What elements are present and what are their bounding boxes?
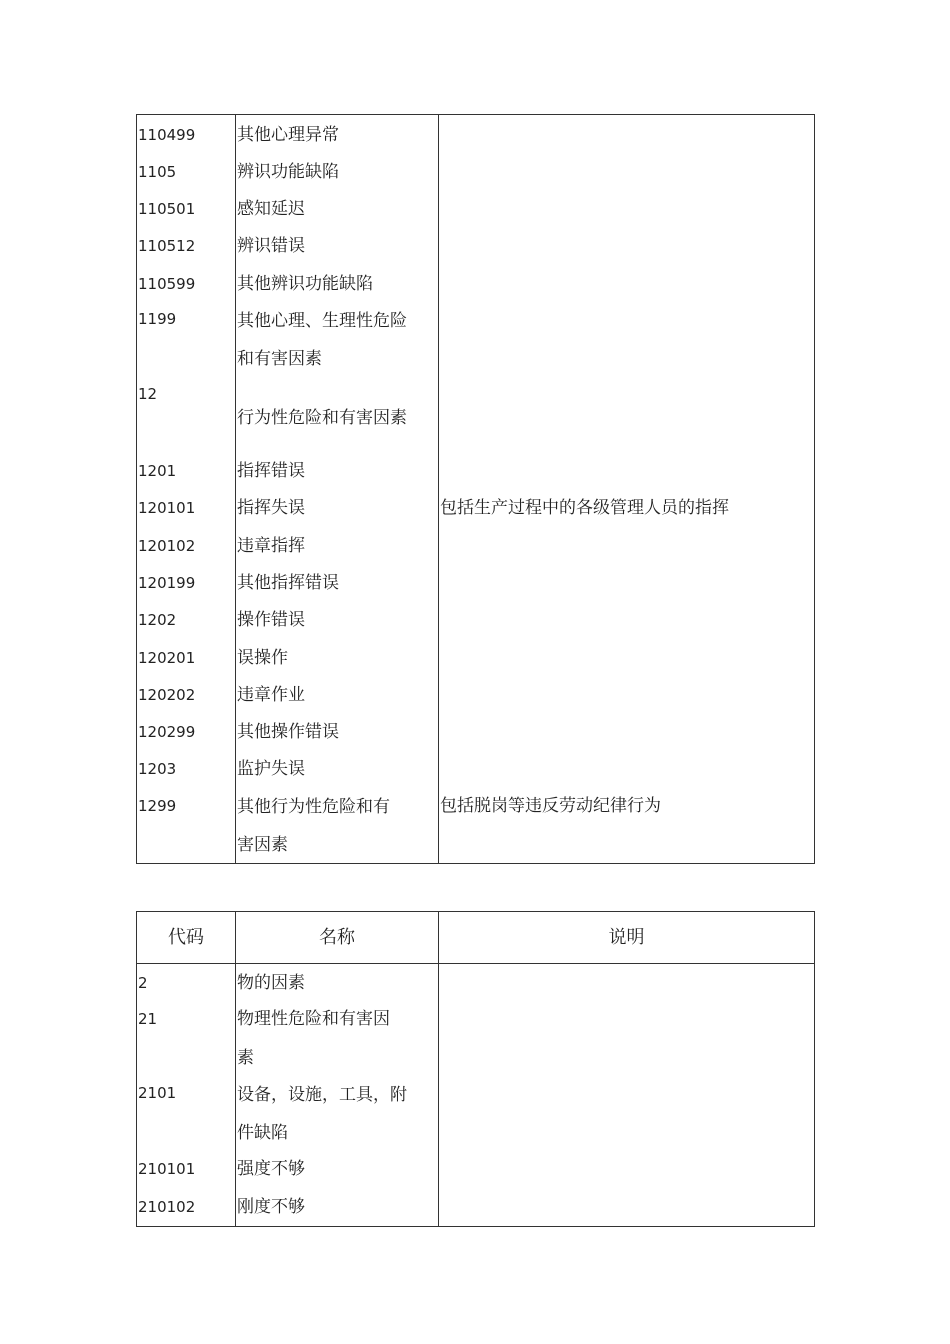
row-name: 行为性危险和有害因素 — [237, 408, 407, 428]
row-name: 件缺陷 — [237, 1123, 288, 1143]
hazard-table-continued — [136, 114, 815, 864]
column-divider — [235, 115, 236, 863]
row-name: 其他操作错误 — [237, 722, 339, 742]
row-code: 120102 — [138, 537, 196, 555]
row-name: 害因素 — [237, 835, 288, 855]
row-code: 120199 — [138, 574, 196, 592]
row-code: 120299 — [138, 723, 196, 741]
column-divider — [438, 115, 439, 863]
row-name: 误操作 — [237, 648, 288, 668]
row-name: 其他行为性危险和有 — [237, 797, 390, 817]
header-code: 代码 — [168, 927, 204, 948]
row-name: 物的因素 — [237, 973, 305, 993]
header-description: 说明 — [608, 927, 645, 948]
row-name: 刚度不够 — [237, 1197, 305, 1217]
row-name: 设备，设施，工具，附 — [237, 1085, 407, 1105]
row-name: 感知延迟 — [237, 199, 305, 219]
row-name: 操作错误 — [237, 610, 305, 630]
row-name: 指挥错误 — [237, 461, 305, 481]
row-code: 110599 — [138, 275, 196, 293]
row-name: 其他指挥错误 — [237, 573, 339, 593]
row-code: 120201 — [138, 649, 196, 667]
row-name: 其他心理异常 — [237, 125, 339, 145]
row-code: 110501 — [138, 200, 196, 218]
hazard-table — [136, 911, 815, 1227]
row-code: 110499 — [138, 126, 196, 144]
header-name: 名称 — [319, 927, 355, 948]
row-code: 1202 — [138, 611, 177, 629]
row-code: 110512 — [138, 237, 196, 255]
row-code: 120202 — [138, 686, 196, 704]
row-description: 包括脱岗等违反劳动纪律行为 — [440, 796, 661, 816]
row-name: 辨识错误 — [237, 236, 305, 256]
row-code: 1203 — [138, 760, 177, 778]
row-code: 210101 — [138, 1160, 196, 1178]
row-code: 21 — [138, 1010, 158, 1028]
row-code: 1199 — [138, 310, 177, 328]
row-name: 和有害因素 — [237, 349, 322, 369]
row-name: 违章作业 — [237, 685, 305, 705]
row-name: 违章指挥 — [237, 536, 305, 556]
row-code: 1299 — [138, 797, 177, 815]
row-name: 指挥失误 — [237, 498, 305, 518]
row-code: 2101 — [138, 1084, 177, 1102]
row-name: 辨识功能缺陷 — [237, 162, 339, 182]
row-name: 其他心理、生理性危险 — [237, 311, 407, 331]
row-code: 1105 — [138, 163, 177, 181]
row-code: 12 — [138, 385, 158, 403]
row-code: 1201 — [138, 462, 177, 480]
row-code: 120101 — [138, 499, 196, 517]
row-code: 210102 — [138, 1198, 196, 1216]
row-name: 其他辨识功能缺陷 — [237, 274, 373, 294]
row-name: 物理性危险和有害因 — [237, 1009, 390, 1029]
row-name: 监护失误 — [237, 759, 305, 779]
row-description: 包括生产过程中的各级管理人员的指挥 — [440, 498, 729, 518]
row-name: 强度不够 — [237, 1159, 305, 1179]
row-code: 2 — [138, 974, 148, 992]
row-name: 素 — [237, 1048, 254, 1068]
header-divider — [137, 963, 814, 964]
